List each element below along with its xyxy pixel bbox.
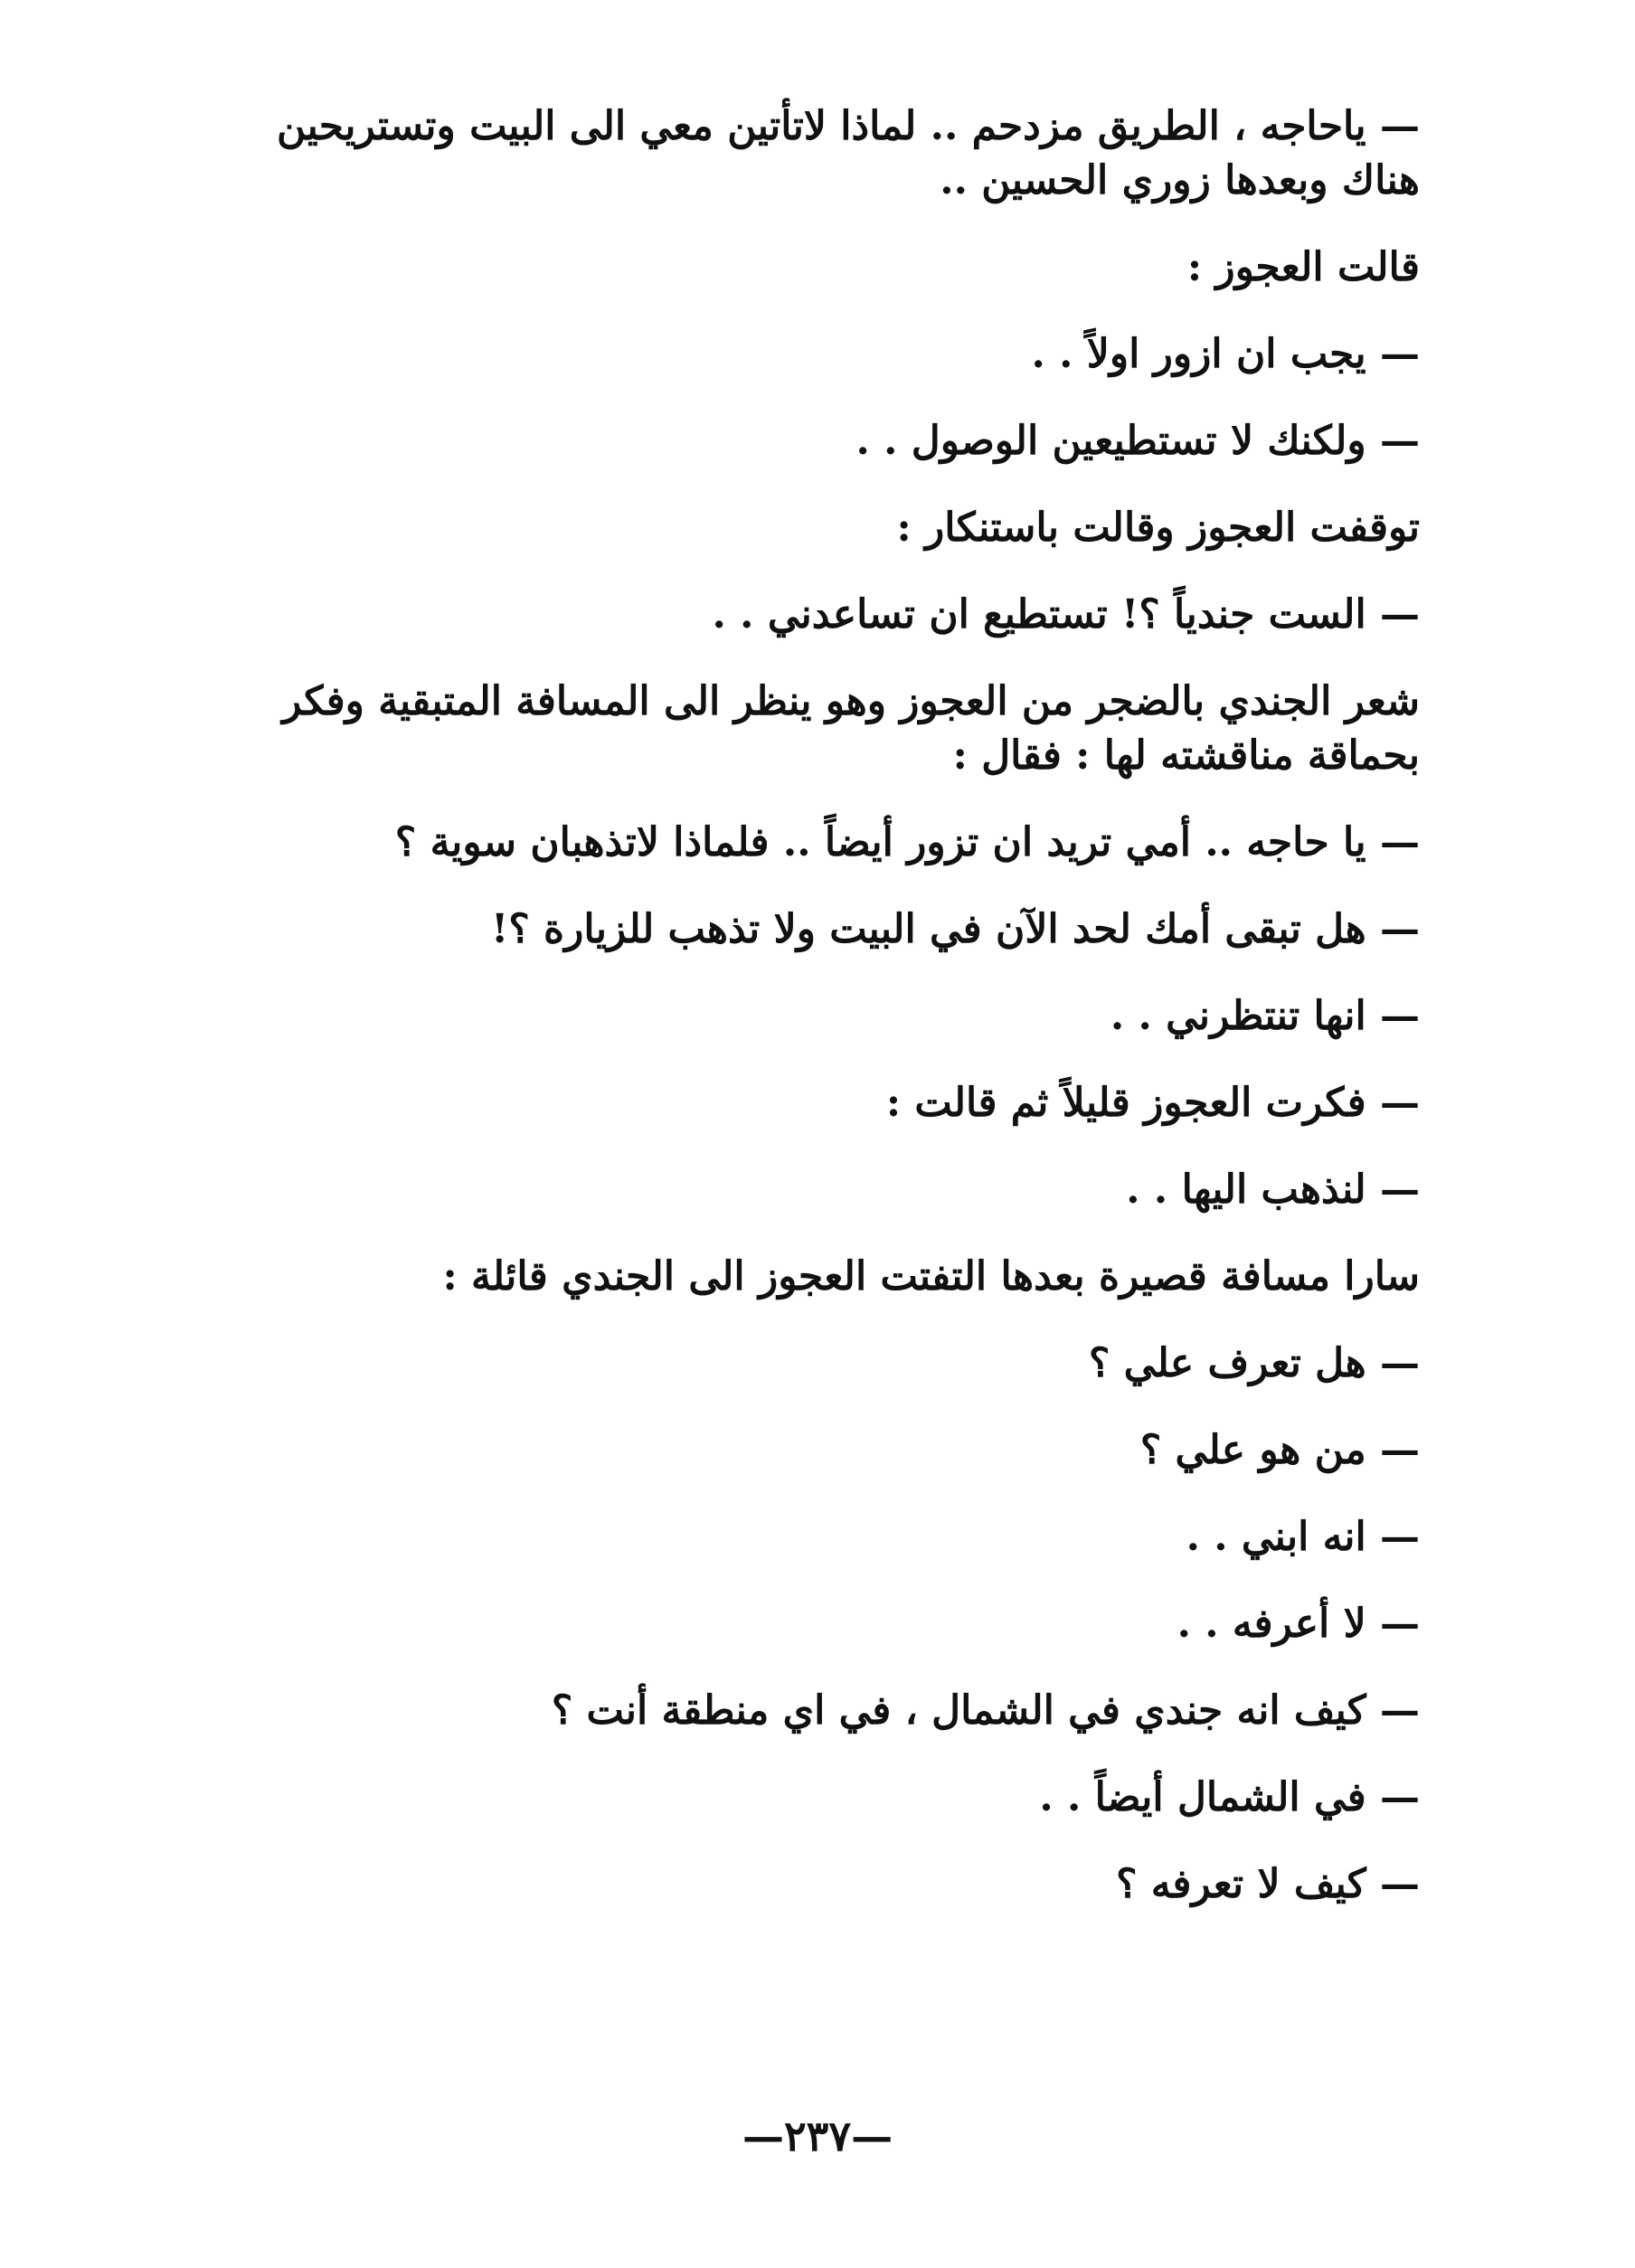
text-line: توقفت العجوز وقالت باستنكار : (896, 505, 1420, 551)
text-line: — في الشمال أيضاً . . (1039, 1774, 1420, 1820)
text-line: — ياحاجه ، الطريق مزدحم .. لماذا لاتأتين معي الى البيت وتستريحين (277, 103, 1420, 149)
text-line: — انها تنتظرني . . (1110, 993, 1420, 1039)
text-line: — كيف لا تعرفه ؟ (1116, 1861, 1420, 1907)
text-line: قالت العجوز : (1186, 244, 1420, 290)
text-line: — ولكنك لا تستطيعين الوصول . . (855, 418, 1420, 464)
text-line: سارا مسافة قصيرة بعدها التفتت العجوز الى الجندي قائلة : (442, 1253, 1420, 1299)
text-line: — هل تعرف علي ؟ (1088, 1340, 1420, 1386)
text-line: شعر الجندي بالضجر من العجوز وهو ينظر الى المسافة المتبقية وفكر (282, 678, 1420, 724)
text-line: هناك وبعدها زوري الحسين .. (940, 157, 1420, 203)
text-line: — هل تبقى أمك لحد الآن في البيت ولا تذهب للزيارة ؟! (491, 906, 1420, 952)
text-line: — يا حاجه .. أمي تريد ان تزور أيضاً .. فلماذا لاتذهبان سوية ؟ (394, 819, 1420, 865)
body-text (208, 99, 1420, 1912)
text-line: — من هو علي ؟ (1139, 1427, 1420, 1473)
text-line: — كيف انه جندي في الشمال ، في اي منطقة أنت ؟ (551, 1687, 1420, 1734)
text-line: — لا أعرفه . . (1177, 1601, 1420, 1647)
text-line: — يجب ان ازور اولاً . . (1031, 331, 1420, 377)
text-line: — فكرت العجوز قليلاً ثم قالت : (885, 1080, 1420, 1126)
page-number: —٢٣٧— (742, 2112, 893, 2160)
text-line: — انه ابني . . (1186, 1514, 1420, 1560)
text-line: — لنذهب اليها . . (1126, 1167, 1420, 1213)
text-line: — الست جندياً ؟! تستطيع ان تساعدني . . (712, 591, 1420, 638)
text-line: بحماقة مناقشته لها : فقال : (952, 732, 1420, 779)
